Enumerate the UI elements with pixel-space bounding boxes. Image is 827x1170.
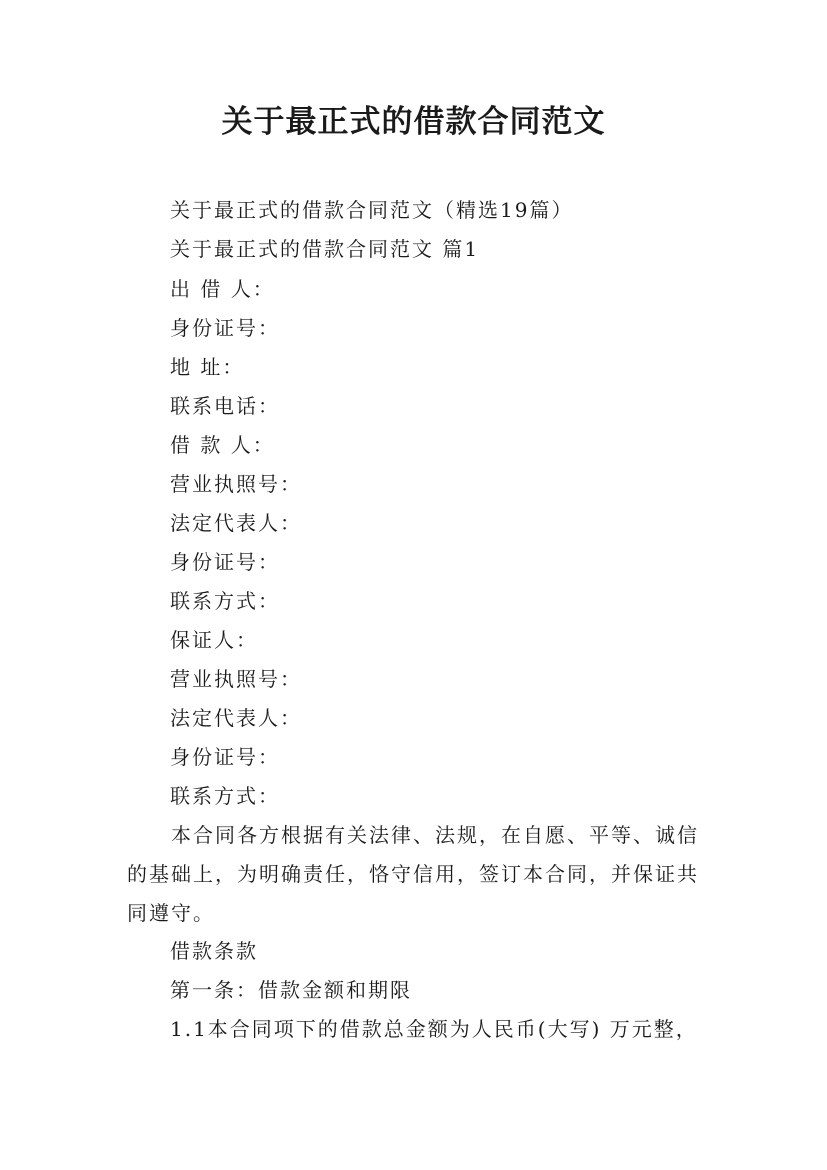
article-1-1: 1.1本合同项下的借款总金额为人民币(大写) 万元整， [170,1017,698,1041]
field-borrower-id: 身份证号： [170,550,280,574]
field-guarantor: 保证人： [170,628,258,652]
preamble-paragraph: 本合同各方根据有关法律、法规，在自愿、平等、诚信的基础上，为明确责任，恪守信用，签订本合同，并保证共同遵守。 [127,823,699,925]
field-borrower-contact: 联系方式： [170,589,280,613]
field-phone: 联系电话： [170,394,280,418]
field-guarantor-id: 身份证号： [170,745,280,769]
field-borrower: 借 款 人： [170,433,275,457]
clause-heading: 借款条款 [170,939,258,963]
document-subtitle: 关于最正式的借款合同范文（精选19篇） [170,198,574,222]
field-lender-id: 身份证号： [170,316,280,340]
field-borrower-license: 营业执照号： [170,472,302,496]
field-guarantor-representative: 法定代表人： [170,706,302,730]
field-lender: 出 借 人： [170,277,275,301]
field-address: 地 址： [170,355,245,379]
field-guarantor-license: 营业执照号： [170,667,302,691]
section-heading: 关于最正式的借款合同范文 篇1 [170,237,480,261]
field-borrower-representative: 法定代表人： [170,511,302,535]
document-title: 关于最正式的借款合同范文 [221,104,606,140]
article-1-heading: 第一条：借款金额和期限 [170,978,412,1002]
field-guarantor-contact: 联系方式： [170,784,280,808]
